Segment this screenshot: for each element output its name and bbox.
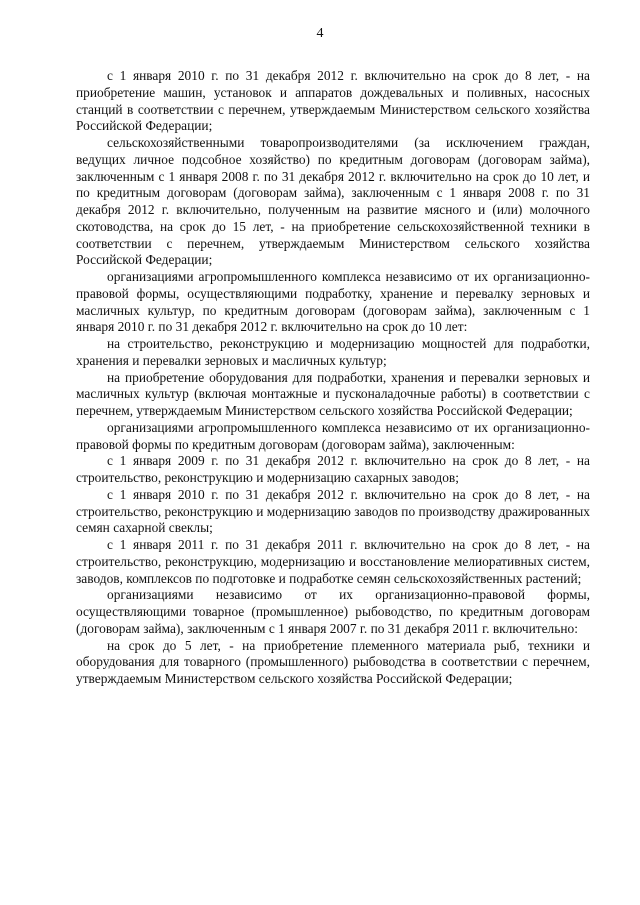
document-body <box>76 68 590 688</box>
paragraph: организациями независимо от их организационно-правовой формы, осуществляющими товарное (промышленное) рыбоводство, по кредитным договорам (договорам займа), заключенным с 1 января 2007 г. по 31 декабря 2011 г. включительно: <box>76 587 590 636</box>
paragraph: организациями агропромышленного комплекса независимо от их организационно-правовой формы по кредитным договорам (договорам займа), заключенным: <box>76 419 590 452</box>
page-number: 4 <box>316 26 324 41</box>
paragraph: на срок до 5 лет, - на приобретение племенного материала рыб, техники и оборудования для товарного (промышленного) рыбоводства в соответствии с перечнем, утверждаемым Министерством сельского хозяйства Российской Федерации; <box>76 637 590 686</box>
paragraph: с 1 января 2010 г. по 31 декабря 2012 г. включительно на срок до 8 лет, - на приобретение машин, установок и аппаратов дождевальных и поливных, насосных станций в соответствии с перечнем, утверждаемым Министерством сельского хозяйства Российской Федерации; <box>76 68 590 134</box>
paragraph: с 1 января 2009 г. по 31 декабря 2012 г. включительно на срок до 8 лет, - на строительство, реконструкцию и модернизацию сахарных заводов; <box>76 453 590 485</box>
paragraph: с 1 января 2010 г. по 31 декабря 2012 г. включительно на срок до 8 лет, - на строительство, реконструкцию и модернизацию заводов по производству дражированных семян сахарной свеклы; <box>76 486 590 536</box>
paragraph: сельскохозяйственными товаропроизводителями (за исключением граждан, ведущих личное подсобное хозяйство) по кредитным договорам (договорам займа), заключенным с 1 января 2008 г. по 31 декабря 2012 г. включительно на срок до 10 лет, и по кредитным договорам (договорам займа), заключенным с 1 января 2008 г. по 31 декабря 2012 г. включительно, полученным на развитие мясного и (или) молочного скотоводства, на срок до 15 лет, - на приобретение сельскохозяйственной техники в соответствии с перечнем, утверждаемым Министерством сельского хозяйства Российской Федерации; <box>76 135 590 268</box>
paragraph: на строительство, реконструкцию и модернизацию мощностей для подработки, хранения и перевалки зерновых и масличных культур; <box>76 336 590 368</box>
paragraph: на приобретение оборудования для подработки, хранения и перевалки зерновых и масличных культур (включая монтажные и пусконаладочные работы) в соответствии с перечнем, утверждаемым Министерством сельского хозяйства Российской Федерации; <box>76 369 590 418</box>
paragraph: с 1 января 2011 г. по 31 декабря 2011 г. включительно на срок до 8 лет, - на строительство, реконструкцию, модернизацию и восстановление мелиоративных систем, заводов, комплексов по подготовке и подработке семян сельскохозяйственных растений; <box>76 537 590 586</box>
paragraph: организациями агропромышленного комплекса независимо от их организационно-правовой формы, осуществляющими подработку, хранение и перевалку зерновых и масличных культур, по кредитным договорам (договорам займа), заключенным с 1 января 2010 г. по 31 декабря 2012 г. включительно на срок до 10 лет: <box>76 269 590 335</box>
